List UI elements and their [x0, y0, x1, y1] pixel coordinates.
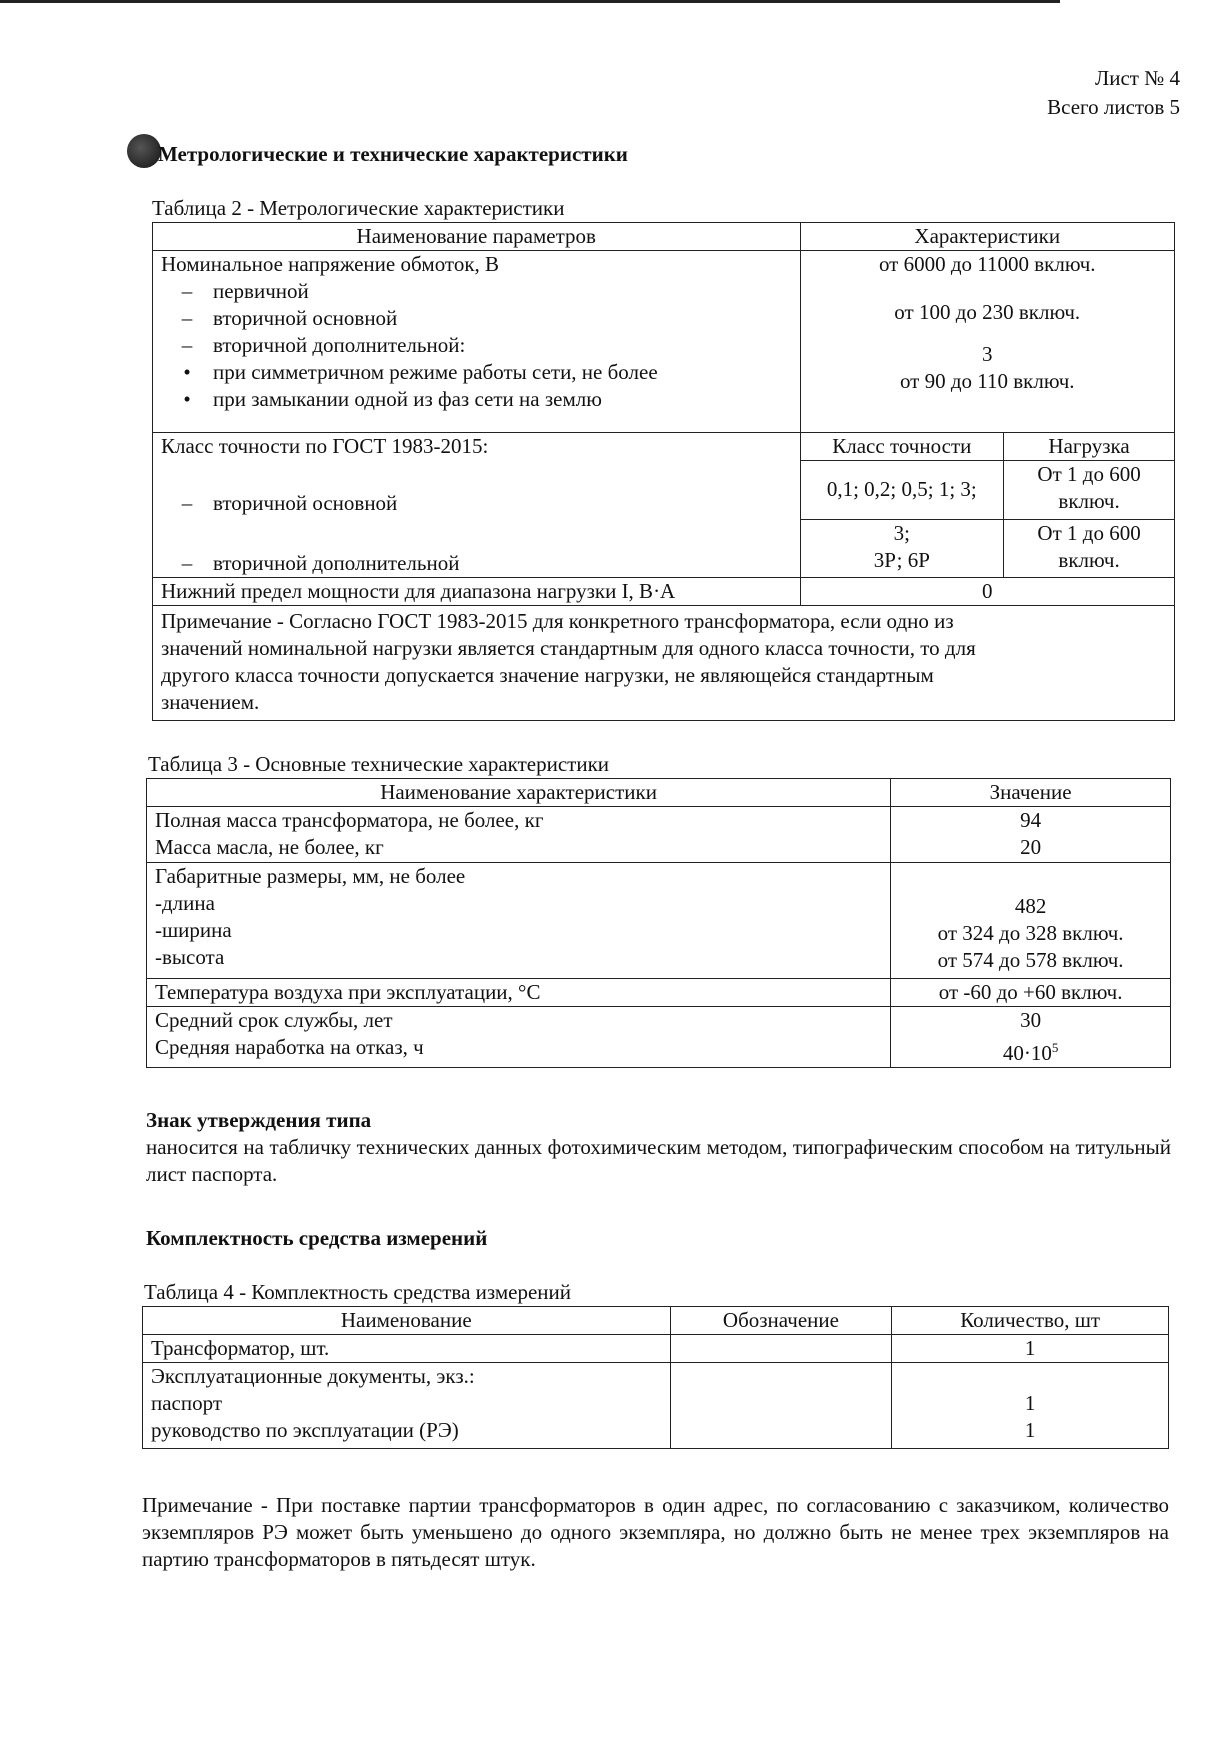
table2-power-limit-value: 0: [800, 578, 1175, 606]
table3-header-value: Значение: [891, 779, 1171, 807]
table2-accuracy-class-main: 0,1; 0,2; 0,5; 1; 3;: [800, 461, 1004, 519]
table2-row-voltage-values: от 6000 до 11000 включ. от 100 до 230 включ. 3 от 90 до 110 включ.: [800, 251, 1175, 433]
table2: [152, 222, 1175, 721]
sheet-number: Лист № 4: [1094, 66, 1180, 90]
table4-caption: Таблица 4 - Комплектность средства измерений: [144, 1280, 572, 1304]
sheet-total: Всего листов 5: [1047, 95, 1180, 119]
table3-row-mass: Полная масса трансформатора, не более, кг Масса масла, не более, кг: [147, 807, 891, 863]
section-title-type-approval: Знак утверждения типа: [146, 1108, 372, 1132]
table3-row-temperature: Температура воздуха при эксплуатации, °С: [147, 979, 891, 1007]
section-title-metrology: Метрологические и технические характеристики: [158, 142, 628, 166]
table3-temperature-value: от -60 до +60 включ.: [891, 979, 1171, 1007]
table3-mass-values: 94 20: [891, 807, 1171, 863]
table4-header-name: Наименование: [143, 1307, 671, 1335]
table4: [142, 1306, 1169, 1449]
table4-header-designation: Обозначение: [670, 1307, 892, 1335]
table2-header-name: Наименование параметров: [153, 223, 801, 251]
table3-row-service-life: Средний срок службы, лет Средняя наработка на отказ, ч: [147, 1007, 891, 1068]
page-header: [1047, 64, 1180, 122]
delivery-note: Примечание - При поставке партии трансформаторов в один адрес, по согласованию с заказчиком, количество экземпляров РЭ может быть уменьшено до одного экземпляра, но должно быть не менее трех экземпляров на партию трансформаторов в пятьдесят штук.: [142, 1493, 1169, 1571]
table2-load-main: От 1 до 600 включ.: [1004, 461, 1175, 519]
table2-row-power-limit: Нижний предел мощности для диапазона нагрузки I, В·А: [153, 578, 801, 606]
table2-load-header: Нагрузка: [1004, 433, 1175, 461]
table2-caption: Таблица 2 - Метрологические характеристики: [152, 196, 565, 220]
table4-transformer-designation: [670, 1335, 892, 1363]
table3-service-life-values: 30 $40\cdot 10^5$: [891, 1007, 1171, 1068]
table4-header-quantity: Количество, шт: [892, 1307, 1169, 1335]
table4-documents-qty: 1 1: [892, 1363, 1169, 1449]
section-title-completeness: Комплектность средства измерений: [146, 1226, 488, 1250]
table3-dimension-values: 482 от 324 до 328 включ. от 574 до 578 включ.: [891, 863, 1171, 979]
table2-load-additional: От 1 до 600 включ.: [1004, 519, 1175, 577]
table2-row-voltage: Номинальное напряжение обмоток, В – первичной – вторичной основной – вторичной дополнительной: • при симметричном режиме работы сети, не более • при замыкании одной из фаз сети на землю: [153, 251, 801, 433]
type-approval-text: наносится на табличку технических данных фотохимическим методом, типографическим способом на титульный лист паспорта.: [146, 1135, 1171, 1186]
table4-documents-designation: [670, 1363, 892, 1449]
table4-row-transformer: Трансформатор, шт.: [143, 1335, 671, 1363]
table3-caption: Таблица 3 - Основные технические характеристики: [148, 752, 610, 776]
table4-transformer-qty: 1: [892, 1335, 1169, 1363]
hole-punch-mark: [127, 134, 161, 168]
table3: [146, 778, 1171, 1068]
table2-header-value: Характеристики: [800, 223, 1175, 251]
table2-row-accuracy: Класс точности по ГОСТ 1983-2015: – вторичной основной – вторичной дополнительной: [153, 433, 801, 578]
table2-note: Примечание - Согласно ГОСТ 1983-2015 для конкретного трансформатора, если одно из значений номинальной нагрузки является стандартным для одного класса точности, то для другого класса точности допускается значение нагрузки, не являющейся стандартным значением.: [153, 606, 1175, 721]
table2-accuracy-class-additional: 3; 3Р; 6Р: [800, 519, 1004, 577]
table3-header-name: Наименование характеристики: [147, 779, 891, 807]
table2-accuracy-class-header: Класс точности: [800, 433, 1004, 461]
table4-row-documents: Эксплуатационные документы, экз.: паспорт руководство по эксплуатации (РЭ): [143, 1363, 671, 1449]
scan-top-border: [0, 0, 1060, 3]
table3-row-dimensions: Габаритные размеры, мм, не более -длина -ширина -высота: [147, 863, 891, 979]
